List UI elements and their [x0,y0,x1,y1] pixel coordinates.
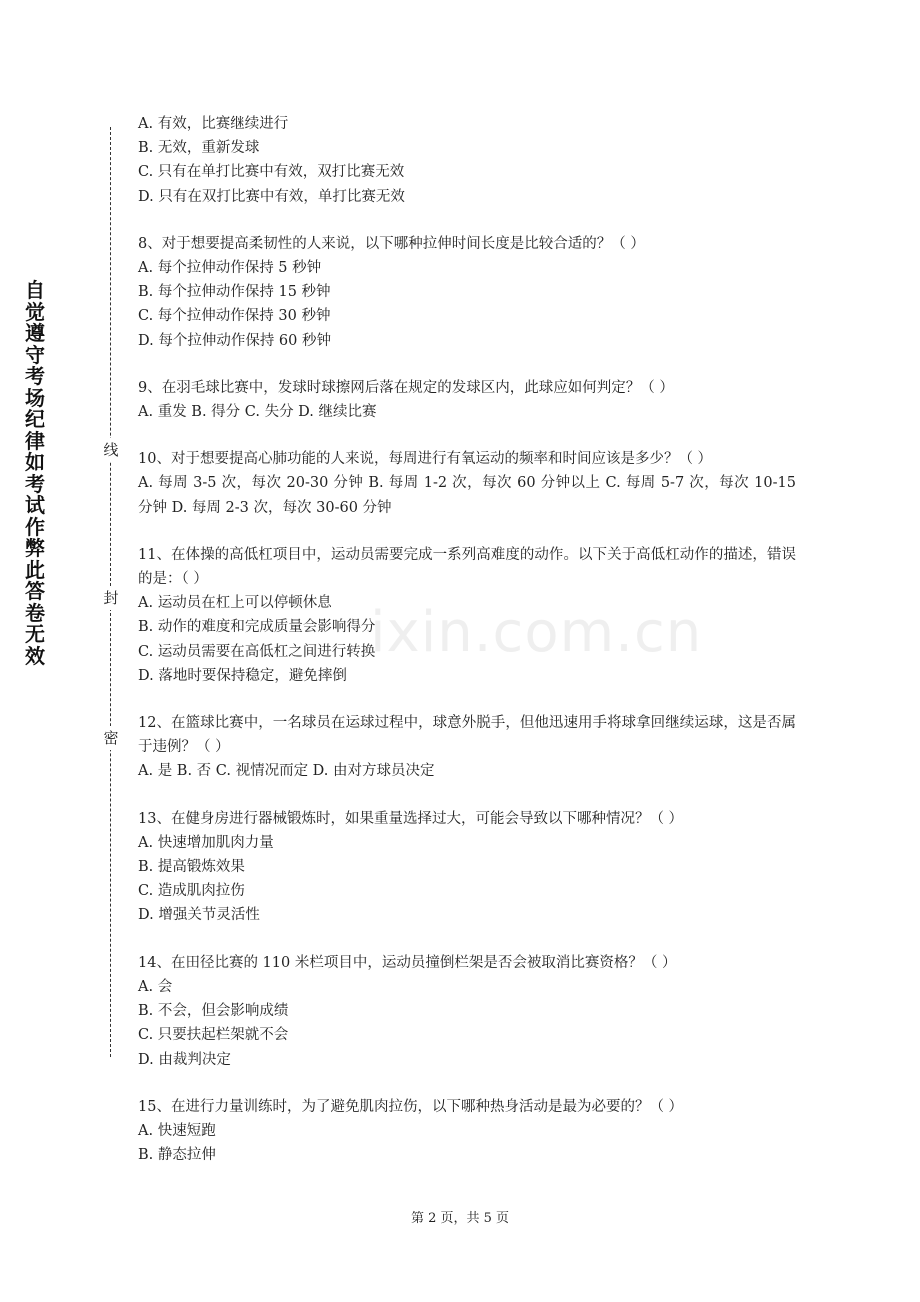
option-b: B. 不会，但会影响成绩 [138,1003,289,1020]
question-11 [138,543,796,688]
question-7-options [138,112,796,209]
option-c: C. 运动员需要在高低杠之间进行转换 [138,643,376,660]
option-c: C. 只有在单打比赛中有效，双打比赛无效 [138,164,405,181]
watermark: ixin.com.cn [370,600,703,665]
question-12 [138,711,796,784]
option-d: D. 每个拉伸动作保持 60 秒钟 [138,332,331,349]
option-b: B. 提高锻炼效果 [138,859,245,876]
question-8 [138,232,796,353]
page-number: 第 2 页，共 5 页 [410,1211,510,1226]
option-a: A. 快速增加肌肉力量 [138,834,274,851]
option-d: D. 由裁判决定 [138,1051,231,1068]
option-c: C. 造成肌肉拉伤 [138,883,245,900]
question-14 [138,951,796,1072]
question-13 [138,807,796,928]
option-c: C. 只要扶起栏架就不会 [138,1027,289,1044]
option-c: C. 每个拉伸动作保持 30 秒钟 [138,308,331,325]
seal-line-label-feng: 封 [102,586,120,610]
option-a: A. 会 [138,978,173,995]
option-a: A. 快速短跑 [138,1122,216,1139]
option-a: A. 运动员在杠上可以停顿休息 [138,595,332,612]
question-text: 14、在田径比赛的 110 米栏项目中，运动员撞倒栏架是否会被取消比赛资格？（ ） [138,954,677,971]
option-d: D. 只有在双打比赛中有效，单打比赛无效 [138,188,405,205]
option-a: A. 每个拉伸动作保持 5 秒钟 [138,260,322,277]
question-list [138,112,801,1190]
question-text: 11、在体操的高低杠项目中，运动员需要完成一系列高难度的动作。以下关于高低杠动作的描述，错误的是：（ ） [138,546,796,588]
options-inline: A. 是 B. 否 C. 视情况而定 D. 由对方球员决定 [138,763,435,780]
options-inline: A. 重发 B. 得分 C. 失分 D. 继续比赛 [138,404,377,421]
question-10 [138,447,801,520]
question-text: 12、在篮球比赛中，一名球员在运球过程中，球意外脱手，但他迅速用手将球拿回继续运球，这是否属于违例？（ ） [138,715,796,756]
options-inline: A. 每周 3-5 次，每次 20-30 分钟 B. 每周 1-2 次，每次 60 分钟以上 C. 每周 5-7 次，每次 10-15 分钟 D. 每周 2-3 次，每次 30-60 分钟 [138,475,801,516]
option-b: B. 动作的难度和完成质量会影响得分 [138,619,376,636]
question-9 [138,376,796,424]
question-text: 13、在健身房进行器械锻炼时，如果重量选择过大，可能会导致以下哪种情况？（ ） [138,810,684,827]
option-a: A. 有效，比赛继续进行 [138,116,289,132]
question-text: 10、对于想要提高心肺功能的人来说，每周进行有氧运动的频率和时间应该是多少？（ ） [138,451,713,468]
question-15 [138,1095,796,1168]
option-d: D. 增强关节灵活性 [138,907,260,924]
question-text: 8、对于想要提高柔韧性的人来说，以下哪种拉伸时间长度是比较合适的？（ ） [138,235,645,252]
seal-line-label-xian: 线 [102,438,120,462]
option-b: B. 无效，重新发球 [138,140,260,157]
option-b: B. 静态拉伸 [138,1147,216,1164]
option-b: B. 每个拉伸动作保持 15 秒钟 [138,284,331,301]
exam-discipline-notice: 自觉遵守考场纪律如考试作弊此答卷无效 [25,278,45,668]
option-d: D. 落地时要保持稳定，避免摔倒 [138,667,347,684]
question-text: 15、在进行力量训练时，为了避免肌肉拉伤，以下哪种热身活动是最为必要的？（ ） [138,1098,684,1115]
seal-line-label-mi: 密 [102,726,120,750]
question-text: 9、在羽毛球比赛中，发球时球擦网后落在规定的发球区内，此球应如何判定？（ ） [138,379,674,396]
